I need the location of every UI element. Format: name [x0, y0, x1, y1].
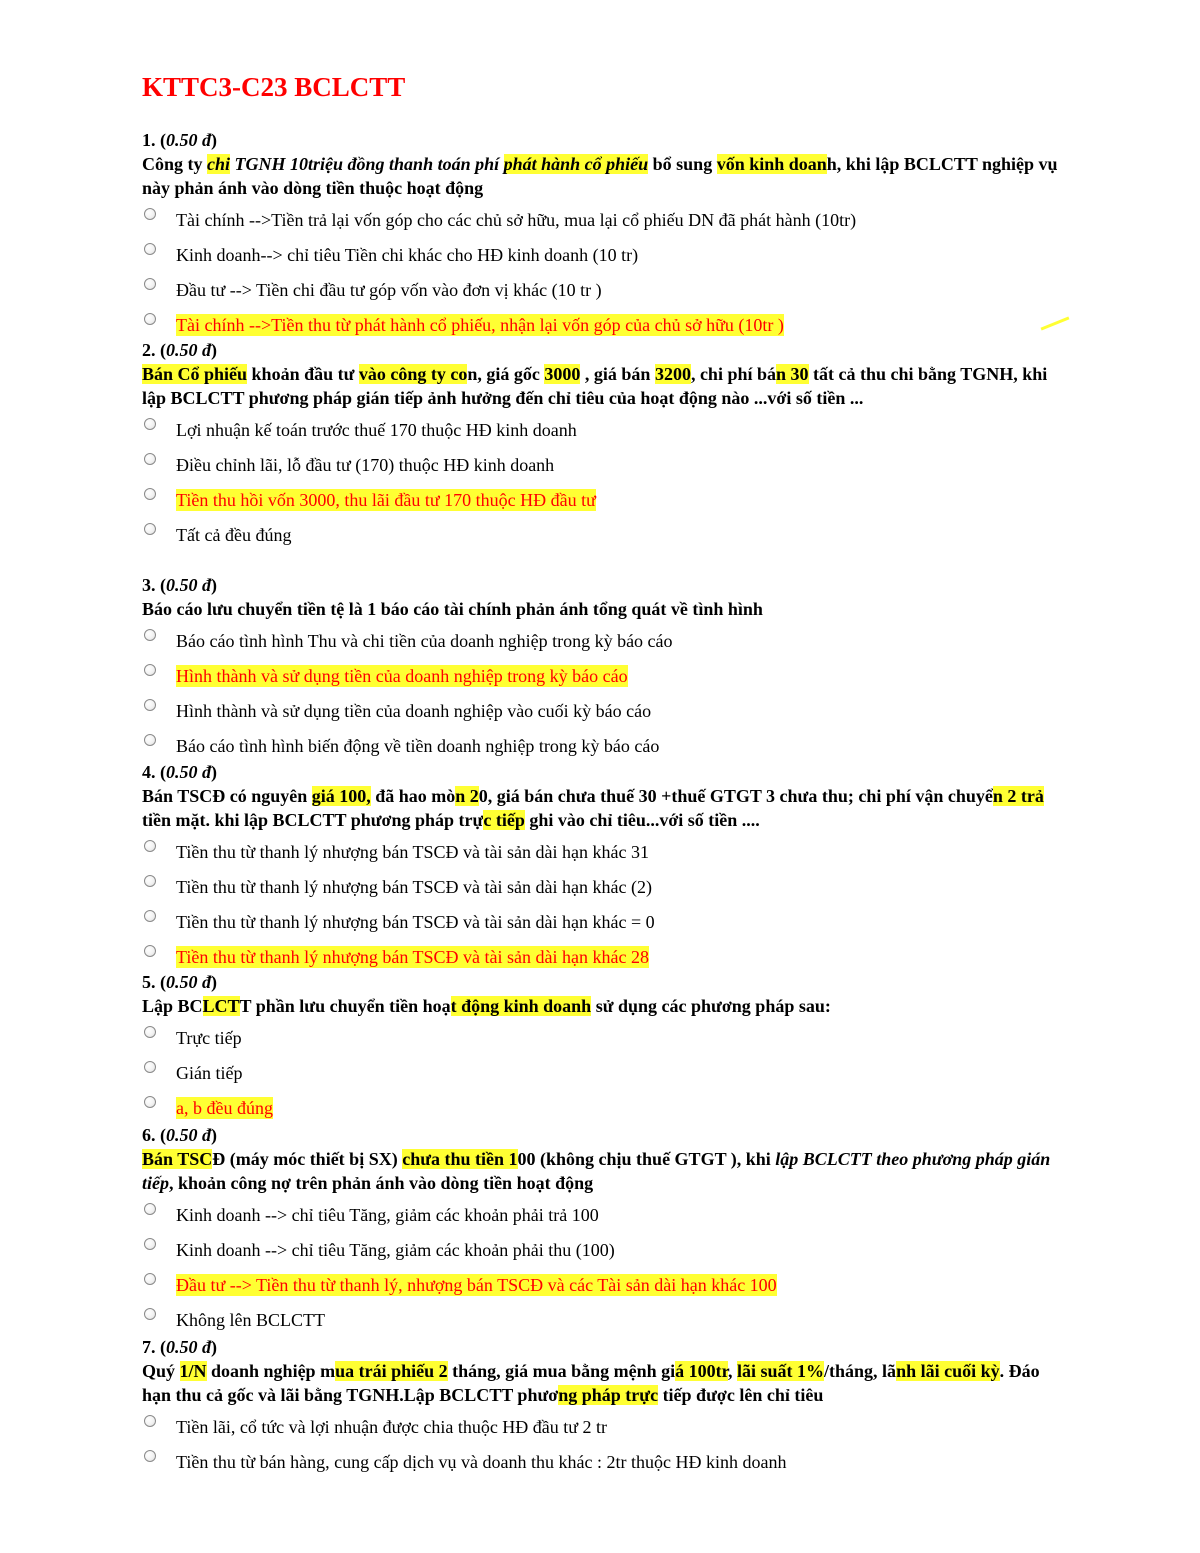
radio-button[interactable]	[144, 875, 156, 887]
question-text: Báo cáo lưu chuyển tiền tệ là 1 báo cáo tài chính phản ánh tổng quát về tình hình	[142, 599, 763, 619]
question-number: 1. (0.50 đ)	[142, 130, 217, 150]
question-4	[142, 760, 1062, 978]
option-label: Tiền thu hồi vốn 3000, thu lãi đầu tư 170 thuộc HĐ đầu tư	[176, 490, 596, 510]
radio-button[interactable]	[144, 840, 156, 852]
option-label: a, b đều đúng	[176, 1098, 273, 1118]
option-label: Trực tiếp	[176, 1028, 242, 1048]
option-label: Tiền thu từ thanh lý nhượng bán TSCĐ và tài sản dài hạn khác = 0	[176, 912, 655, 932]
radio-button[interactable]	[144, 278, 156, 290]
answer-option[interactable]	[142, 416, 1062, 451]
answer-option[interactable]	[142, 451, 1062, 486]
radio-button[interactable]	[144, 1096, 156, 1108]
radio-button[interactable]	[144, 243, 156, 255]
option-label: Tiền thu từ thanh lý nhượng bán TSCĐ và tài sản dài hạn khác 28	[176, 947, 649, 967]
radio-button[interactable]	[144, 488, 156, 500]
question-text: Công ty chi TGNH 10triệu đồng thanh toán phí phát hành cổ phiếu bổ sung vốn kinh doanh, khi lập BCLCTT nghiệp vụ này phản ánh vào dòng tiền thuộc hoạt động	[142, 154, 1058, 198]
question-7	[142, 1335, 1062, 1483]
radio-button[interactable]	[144, 1273, 156, 1285]
answer-option[interactable]	[142, 838, 1062, 873]
answer-option[interactable]	[142, 1201, 1062, 1236]
radio-button[interactable]	[144, 664, 156, 676]
question-score: 0.50 đ	[166, 340, 211, 360]
radio-button[interactable]	[144, 1450, 156, 1462]
answer-option[interactable]	[142, 908, 1062, 943]
option-label: Đầu tư --> Tiền chi đầu tư góp vốn vào đơn vị khác (10 tr )	[176, 280, 602, 300]
radio-button[interactable]	[144, 1415, 156, 1427]
question-3	[142, 573, 1062, 767]
option-label: Tiền lãi, cổ tức và lợi nhuận được chia thuộc HĐ đầu tư 2 tr	[176, 1417, 608, 1437]
question-text: Quý 1/N doanh nghiệp mua trái phiếu 2 tháng, giá mua bằng mệnh giá 100tr, lãi suất 1%/tháng, lãnh lãi cuối kỳ. Đáo hạn thu cả gốc và lãi bằng TGNH.Lập BCLCTT phương pháp trực tiếp được lên chỉ tiêu	[142, 1361, 1040, 1405]
question-text: Lập BCLCTT phần lưu chuyển tiền hoạt động kinh doanh sử dụng các phương pháp sau:	[142, 996, 831, 1016]
answer-option[interactable]	[142, 697, 1062, 732]
option-label: Tiền thu từ thanh lý nhượng bán TSCĐ và tài sản dài hạn khác 31	[176, 842, 649, 862]
radio-button[interactable]	[144, 1238, 156, 1250]
question-number: 2. (0.50 đ)	[142, 340, 217, 360]
option-label: Tất cả đều đúng	[176, 525, 292, 545]
answer-option-correct[interactable]	[142, 486, 1062, 521]
question-score: 0.50 đ	[166, 1337, 211, 1357]
option-label: Lợi nhuận kế toán trước thuế 170 thuộc HĐ kinh doanh	[176, 420, 577, 440]
radio-button[interactable]	[144, 1026, 156, 1038]
radio-button[interactable]	[144, 945, 156, 957]
radio-button[interactable]	[144, 734, 156, 746]
question-1	[142, 128, 1062, 346]
answer-option[interactable]	[142, 627, 1062, 662]
answer-option[interactable]	[142, 1413, 1062, 1448]
option-label: Kinh doanh --> chỉ tiêu Tăng, giảm các khoản phải thu (100)	[176, 1240, 615, 1260]
option-label: Kinh doanh--> chỉ tiêu Tiền chi khác cho HĐ kinh doanh (10 tr)	[176, 245, 639, 265]
question-number: 4. (0.50 đ)	[142, 762, 217, 782]
answer-option[interactable]	[142, 241, 1062, 276]
option-label: Báo cáo tình hình Thu và chi tiền của doanh nghiệp trong kỳ báo cáo	[176, 631, 673, 651]
radio-button[interactable]	[144, 208, 156, 220]
question-score: 0.50 đ	[166, 762, 211, 782]
answer-option[interactable]	[142, 1024, 1062, 1059]
answer-option[interactable]	[142, 206, 1062, 241]
question-text: Bán Cổ phiếu khoản đầu tư vào công ty con, giá gốc 3000 , giá bán 3200, chi phí bán 30 tất cả thu chi bằng TGNH, khi lập BCLCTT phương pháp gián tiếp ảnh hưởng đến chỉ tiêu của hoạt động nào ...với số tiền ...	[142, 364, 1048, 408]
option-label: Kinh doanh --> chỉ tiêu Tăng, giảm các khoản phải trả 100	[176, 1205, 599, 1225]
document-title: KTTC3-C23 BCLCTT	[142, 72, 406, 102]
question-number: 7. (0.50 đ)	[142, 1337, 217, 1357]
answer-option[interactable]	[142, 1059, 1062, 1094]
answer-option-correct[interactable]	[142, 662, 1062, 697]
answer-option[interactable]	[142, 521, 1062, 556]
question-text: Bán TSCĐ (máy móc thiết bị SX) chưa thu tiền 100 (không chịu thuế GTGT ), khi lập BCLCTT theo phương pháp gián tiếp, khoản công nợ trên phản ánh vào dòng tiền hoạt động	[142, 1149, 1051, 1193]
question-number: 6. (0.50 đ)	[142, 1125, 217, 1145]
answer-option-correct[interactable]	[142, 1271, 1062, 1306]
option-label: Điều chỉnh lãi, lỗ đầu tư (170) thuộc HĐ kinh doanh	[176, 455, 555, 475]
radio-button[interactable]	[144, 1061, 156, 1073]
radio-button[interactable]	[144, 1308, 156, 1320]
question-score: 0.50 đ	[166, 130, 211, 150]
answer-option[interactable]	[142, 276, 1062, 311]
radio-button[interactable]	[144, 523, 156, 535]
answer-option[interactable]	[142, 873, 1062, 908]
question-score: 0.50 đ	[166, 575, 211, 595]
option-label: Gián tiếp	[176, 1063, 243, 1083]
radio-button[interactable]	[144, 699, 156, 711]
radio-button[interactable]	[144, 629, 156, 641]
question-score: 0.50 đ	[166, 972, 211, 992]
radio-button[interactable]	[144, 910, 156, 922]
question-number: 3. (0.50 đ)	[142, 575, 217, 595]
question-6	[142, 1123, 1062, 1341]
option-label: Không lên BCLCTT	[176, 1310, 325, 1330]
question-number: 5. (0.50 đ)	[142, 972, 217, 992]
option-label: Đầu tư --> Tiền thu từ thanh lý, nhượng bán TSCĐ và các Tài sản dài hạn khác 100	[176, 1275, 777, 1295]
option-label: Tiền thu từ thanh lý nhượng bán TSCĐ và tài sản dài hạn khác (2)	[176, 877, 652, 897]
radio-button[interactable]	[144, 453, 156, 465]
option-label: Hình thành và sử dụng tiền của doanh nghiệp vào cuối kỳ báo cáo	[176, 701, 652, 721]
question-score: 0.50 đ	[166, 1125, 211, 1145]
answer-option[interactable]	[142, 1236, 1062, 1271]
question-2	[142, 338, 1062, 556]
option-label: Tài chính -->Tiền trả lại vốn góp cho các chủ sở hữu, mua lại cổ phiếu DN đã phát hành (10tr)	[176, 210, 857, 230]
radio-button[interactable]	[144, 418, 156, 430]
option-label: Tiền thu từ bán hàng, cung cấp dịch vụ và doanh thu khác : 2tr thuộc HĐ kinh doanh	[176, 1452, 787, 1472]
radio-button[interactable]	[144, 1203, 156, 1215]
option-label: Hình thành và sử dụng tiền của doanh nghiệp trong kỳ báo cáo	[176, 666, 628, 686]
question-5	[142, 970, 1062, 1129]
question-text: Bán TSCĐ có nguyên giá 100, đã hao mòn 20, giá bán chưa thuế 30 +thuế GTGT 3 chưa thu; chi phí vận chuyển 2 trả tiền mặt. khi lập BCLCTT phương pháp trực tiếp ghi vào chỉ tiêu...với số tiền ....	[142, 786, 1044, 830]
option-label: Tài chính -->Tiền thu từ phát hành cổ phiếu, nhận lại vốn góp của chủ sở hữu (10tr )	[176, 315, 784, 335]
answer-option[interactable]	[142, 1448, 1062, 1483]
option-label: Báo cáo tình hình biến động về tiền doanh nghiệp trong kỳ báo cáo	[176, 736, 660, 756]
radio-button[interactable]	[144, 313, 156, 325]
